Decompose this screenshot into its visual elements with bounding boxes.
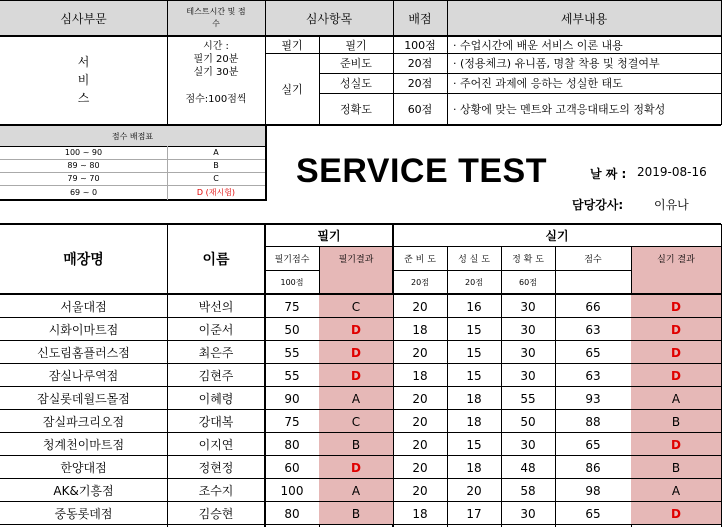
instructor-label: 담당강사: (572, 198, 624, 212)
col-label: 성 실 도 (458, 254, 490, 265)
cell-name (167, 295, 265, 318)
page-title: SERVICE TEST (296, 152, 547, 190)
cell-value: 잠실나루역점 (48, 369, 119, 383)
cell-name (167, 341, 265, 364)
score-note: 점수:100점씩 (185, 94, 247, 105)
cell-acc (501, 456, 555, 479)
cell-value: 50 (284, 322, 300, 337)
col-store-label: 매장명 (63, 252, 104, 268)
criteria-item-label: 필기 (345, 38, 367, 52)
grading-range (0, 172, 167, 185)
cell-value: 100 (280, 483, 304, 498)
cell-score (555, 387, 631, 410)
grading-range (0, 159, 167, 172)
cell-value: 20 (412, 345, 428, 360)
cell-prep (393, 364, 447, 387)
cell-wres (319, 433, 393, 456)
grading-range (0, 146, 167, 159)
cell-value: 20 (412, 437, 428, 452)
cell-value: 이지연 (198, 438, 234, 452)
cell-value: 55 (284, 345, 300, 360)
max-label: 20점 (411, 277, 429, 287)
cell-wres (319, 479, 393, 502)
cell-value: 88 (585, 414, 601, 429)
cell-written (265, 456, 319, 479)
cell-value: B (671, 414, 681, 429)
cell-value: 63 (585, 322, 601, 337)
col-practical-group-label: 실기 (545, 228, 569, 243)
cell-value: 90 (284, 391, 300, 406)
cell-name (167, 410, 265, 433)
header-item (265, 0, 393, 36)
cell-written (265, 433, 319, 456)
cell-value: 18 (412, 322, 428, 337)
cell-wres (319, 295, 393, 318)
col-written-group-label: 필기 (317, 228, 341, 243)
max-sincerity (447, 270, 501, 294)
cell-acc (501, 433, 555, 456)
col-written-score (265, 246, 319, 270)
cell-sinc (447, 456, 501, 479)
cell-value: 30 (520, 368, 536, 383)
cell-prep (393, 502, 447, 525)
cell-value: 63 (585, 368, 601, 383)
cell-wres (319, 456, 393, 479)
cell-value: 한양대점 (60, 461, 107, 475)
cell-store (0, 502, 167, 525)
cell-value: D (671, 345, 681, 360)
col-name-label: 이름 (202, 252, 230, 268)
cell-score (555, 295, 631, 318)
cell-value: 50 (520, 414, 536, 429)
cell-value: 55 (284, 368, 300, 383)
cell-pres (631, 387, 721, 410)
cell-name (167, 456, 265, 479)
col-store (0, 224, 167, 294)
cell-pres (631, 341, 721, 364)
col-practical-result (631, 246, 721, 294)
grading-grade-text: A (213, 148, 219, 157)
cell-value: 18 (412, 506, 428, 521)
cell-name (167, 433, 265, 456)
col-written-group (265, 224, 393, 246)
section-time (167, 40, 265, 106)
cell-value: 김현주 (198, 369, 234, 383)
grading-title (0, 126, 265, 146)
cell-store (0, 387, 167, 410)
cell-value: 30 (520, 322, 536, 337)
cell-value: 박선의 (198, 300, 234, 314)
header-points-label: 배점 (408, 11, 432, 26)
section-name-text: 서 비 스 (77, 55, 90, 105)
cell-value: 60 (284, 460, 300, 475)
cell-name (167, 364, 265, 387)
cell-value: 15 (466, 368, 482, 383)
cell-store (0, 364, 167, 387)
grading-grade-retest (167, 185, 265, 199)
cell-store (0, 479, 167, 502)
grading-range-text: 69 ~ 0 (69, 187, 98, 197)
cell-written (265, 364, 319, 387)
cell-value: D (351, 322, 361, 337)
cell-written (265, 410, 319, 433)
cell-value: 17 (466, 506, 482, 521)
time-line-3: 실기 30분 (193, 67, 239, 78)
cell-store (0, 341, 167, 364)
cell-value: D (351, 368, 361, 383)
cell-wres (319, 341, 393, 364)
cell-sinc (447, 341, 501, 364)
cell-sinc (447, 433, 501, 456)
grading-range-text: 100 ~ 90 (64, 148, 103, 157)
cell-score (555, 410, 631, 433)
date-label: 날 짜 : (590, 167, 627, 181)
cell-name (167, 479, 265, 502)
cell-store (0, 456, 167, 479)
header-detail-label: 세부내용 (560, 11, 608, 26)
grading-grade (167, 159, 265, 172)
cell-value: 강대복 (198, 415, 234, 429)
criteria-item-label: 성실도 (340, 77, 372, 90)
cell-value: A (351, 483, 361, 498)
criteria-points-value: 20점 (407, 57, 433, 70)
criteria-detail-text: · 주어진 과제에 응하는 성실한 태도 (453, 77, 623, 90)
criteria-detail (447, 53, 721, 73)
cell-acc (501, 341, 555, 364)
cell-value: C (351, 299, 361, 314)
grading-grade-text: B (213, 161, 219, 170)
cell-value: 20 (412, 299, 428, 314)
cell-prep (393, 295, 447, 318)
cell-value: 청계천이마트점 (42, 438, 125, 452)
criteria-group-label: 실기 (281, 82, 303, 96)
cell-value: 75 (284, 299, 300, 314)
cell-value: 신도림홈플러스점 (37, 346, 130, 360)
cell-prep (393, 341, 447, 364)
cell-prep (393, 433, 447, 456)
cell-acc (501, 410, 555, 433)
cell-pres (631, 479, 721, 502)
cell-value: 조수지 (198, 484, 234, 498)
col-accuracy (501, 246, 555, 270)
criteria-detail (447, 73, 721, 93)
cell-value: 잠실롯데월드몰점 (37, 392, 130, 406)
time-line-2: 필기 20분 (193, 54, 239, 65)
cell-acc (501, 295, 555, 318)
cell-written (265, 387, 319, 410)
criteria-detail (447, 36, 721, 53)
cell-value: 80 (284, 506, 300, 521)
criteria-item (319, 36, 393, 53)
cell-sinc (447, 318, 501, 341)
criteria-points-value: 20점 (407, 77, 433, 90)
header-detail (447, 0, 721, 36)
cell-value: 시화이마트점 (48, 323, 119, 337)
cell-value: 58 (520, 483, 536, 498)
grading-title-text: 점수 배점표 (111, 131, 154, 141)
cell-value: 98 (585, 483, 601, 498)
cell-value: 18 (466, 414, 482, 429)
cell-value: A (671, 391, 681, 406)
col-label: 준 비 도 (404, 254, 436, 265)
date-value: 2019-08-16 (637, 165, 707, 179)
cell-value: B (351, 437, 361, 452)
col-name (167, 224, 265, 294)
criteria-points-value: 60점 (407, 102, 433, 116)
grading-grade-text: D (재시험) (196, 187, 236, 197)
cell-written (265, 318, 319, 341)
cell-pres (631, 295, 721, 318)
header-time-label: 테스트시간 및 점수 (186, 7, 246, 28)
cell-value: B (671, 460, 681, 475)
cell-score (555, 502, 631, 525)
header-dept (0, 0, 167, 36)
cell-pres (631, 433, 721, 456)
cell-score (555, 456, 631, 479)
col-practical-group (393, 224, 721, 246)
col-score (555, 246, 631, 270)
cell-value: 15 (466, 345, 482, 360)
cell-value: D (671, 368, 681, 383)
cell-written (265, 502, 319, 525)
cell-value: 48 (520, 460, 536, 475)
header-item-label: 심사항목 (305, 11, 353, 26)
cell-value: 30 (520, 345, 536, 360)
cell-value: D (671, 506, 681, 521)
max-accuracy (501, 270, 555, 294)
cell-score (555, 318, 631, 341)
col-label: 필기결과 (338, 255, 374, 265)
criteria-points (393, 93, 447, 124)
criteria-points (393, 36, 447, 53)
cell-value: 잠실파크리오점 (42, 415, 125, 429)
cell-value: 66 (585, 299, 601, 314)
cell-value: 16 (466, 299, 482, 314)
cell-prep (393, 410, 447, 433)
cell-wres (319, 364, 393, 387)
cell-store (0, 295, 167, 318)
cell-wres (319, 502, 393, 525)
header-time (167, 0, 265, 36)
criteria-points (393, 73, 447, 93)
cell-value: D (671, 299, 681, 314)
cell-acc (501, 387, 555, 410)
grading-range-text: 79 ~ 70 (67, 174, 100, 183)
col-sincerity (447, 246, 501, 270)
cell-written (265, 295, 319, 318)
cell-value: 30 (520, 437, 536, 452)
criteria-detail-text: · (정용체크) 유니폼, 명찰 착용 및 청결여부 (453, 57, 660, 70)
max-prep (393, 270, 447, 294)
cell-value: AK&기흥점 (53, 484, 114, 498)
col-label: 점수 (584, 254, 602, 265)
cell-score (555, 364, 631, 387)
cell-acc (501, 479, 555, 502)
criteria-group-written (265, 36, 319, 53)
cell-value: D (351, 460, 361, 475)
col-written-result (319, 246, 393, 294)
criteria-detail-text: · 수업시간에 배운 서비스 이론 내용 (453, 38, 623, 52)
cell-prep (393, 479, 447, 502)
cell-value: 30 (520, 506, 536, 521)
cell-value: 18 (412, 368, 428, 383)
cell-value: A (351, 391, 361, 406)
max-label: 20점 (465, 277, 483, 287)
cell-value: 20 (466, 483, 482, 498)
cell-score (555, 433, 631, 456)
criteria-item (319, 93, 393, 124)
cell-value: 20 (412, 391, 428, 406)
section-name (0, 36, 167, 124)
cell-value: 서울대점 (60, 300, 107, 314)
col-prep (393, 246, 447, 270)
criteria-item (319, 53, 393, 73)
cell-value: 15 (466, 437, 482, 452)
cell-value: 65 (585, 506, 601, 521)
cell-acc (501, 502, 555, 525)
cell-value: 15 (466, 322, 482, 337)
cell-written (265, 341, 319, 364)
cell-value: 80 (284, 437, 300, 452)
cell-prep (393, 456, 447, 479)
criteria-points (393, 53, 447, 73)
col-label: 정 확 도 (512, 254, 544, 265)
cell-value: 75 (284, 414, 300, 429)
cell-store (0, 318, 167, 341)
cell-store (0, 433, 167, 456)
col-label: 실기 결과 (657, 255, 695, 265)
row-divider (0, 524, 721, 525)
cell-value: A (671, 483, 681, 498)
cell-value: 65 (585, 345, 601, 360)
grading-grade (167, 172, 265, 185)
instructor-value: 이유나 (654, 198, 689, 212)
criteria-points-value: 100점 (404, 38, 436, 52)
header-dept-label: 심사부문 (60, 11, 107, 26)
cell-value: 중동롯데점 (54, 507, 113, 521)
cell-wres (319, 318, 393, 341)
criteria-group-label: 필기 (281, 38, 303, 52)
cell-value: B (351, 506, 361, 521)
cell-value: 20 (412, 483, 428, 498)
criteria-detail (447, 93, 721, 124)
cell-value: 최은주 (198, 346, 234, 360)
time-line-1: 시간 : (203, 41, 229, 52)
cell-value: 김승현 (198, 507, 234, 521)
cell-wres (319, 410, 393, 433)
cell-value: 86 (585, 460, 601, 475)
cell-acc (501, 318, 555, 341)
cell-value: D (671, 322, 681, 337)
cell-sinc (447, 502, 501, 525)
grading-grade (167, 146, 265, 159)
cell-prep (393, 318, 447, 341)
cell-pres (631, 410, 721, 433)
cell-name (167, 387, 265, 410)
cell-value: C (351, 414, 361, 429)
cell-pres (631, 456, 721, 479)
cell-sinc (447, 479, 501, 502)
cell-value: D (671, 437, 681, 452)
cell-name (167, 318, 265, 341)
cell-value: 65 (585, 437, 601, 452)
criteria-item (319, 73, 393, 93)
criteria-item-label: 정확도 (340, 102, 372, 116)
cell-value: 이혜령 (198, 392, 234, 406)
cell-value: 55 (520, 391, 536, 406)
cell-sinc (447, 387, 501, 410)
cell-prep (393, 387, 447, 410)
cell-acc (501, 364, 555, 387)
cell-pres (631, 318, 721, 341)
max-label: 100점 (280, 277, 304, 287)
max-written (265, 270, 319, 294)
cell-value: 93 (585, 391, 601, 406)
header-points (393, 0, 447, 36)
cell-wres (319, 387, 393, 410)
cell-value: 18 (466, 391, 482, 406)
criteria-item-label: 준비도 (340, 57, 372, 70)
cell-score (555, 341, 631, 364)
grading-range-text: 89 ~ 80 (67, 161, 100, 170)
cell-value: 20 (412, 414, 428, 429)
cell-sinc (447, 410, 501, 433)
grading-range (0, 185, 167, 199)
cell-written (265, 479, 319, 502)
max-label: 60점 (519, 277, 537, 287)
cell-pres (631, 502, 721, 525)
cell-value: 30 (520, 299, 536, 314)
grading-grade-text: C (213, 174, 219, 183)
criteria-group-practical (265, 53, 319, 124)
cell-value: 정현정 (198, 461, 234, 475)
cell-value: 이준서 (198, 323, 234, 337)
cell-pres (631, 364, 721, 387)
cell-value: D (351, 345, 361, 360)
cell-value: 18 (466, 460, 482, 475)
cell-name (167, 502, 265, 525)
col-label: 필기점수 (274, 254, 310, 265)
cell-store (0, 410, 167, 433)
cell-score (555, 479, 631, 502)
cell-value: 20 (412, 460, 428, 475)
cell-sinc (447, 295, 501, 318)
criteria-detail-text: · 상황에 맞는 멘트와 고객응대태도의 정확성 (453, 102, 666, 116)
cell-sinc (447, 364, 501, 387)
